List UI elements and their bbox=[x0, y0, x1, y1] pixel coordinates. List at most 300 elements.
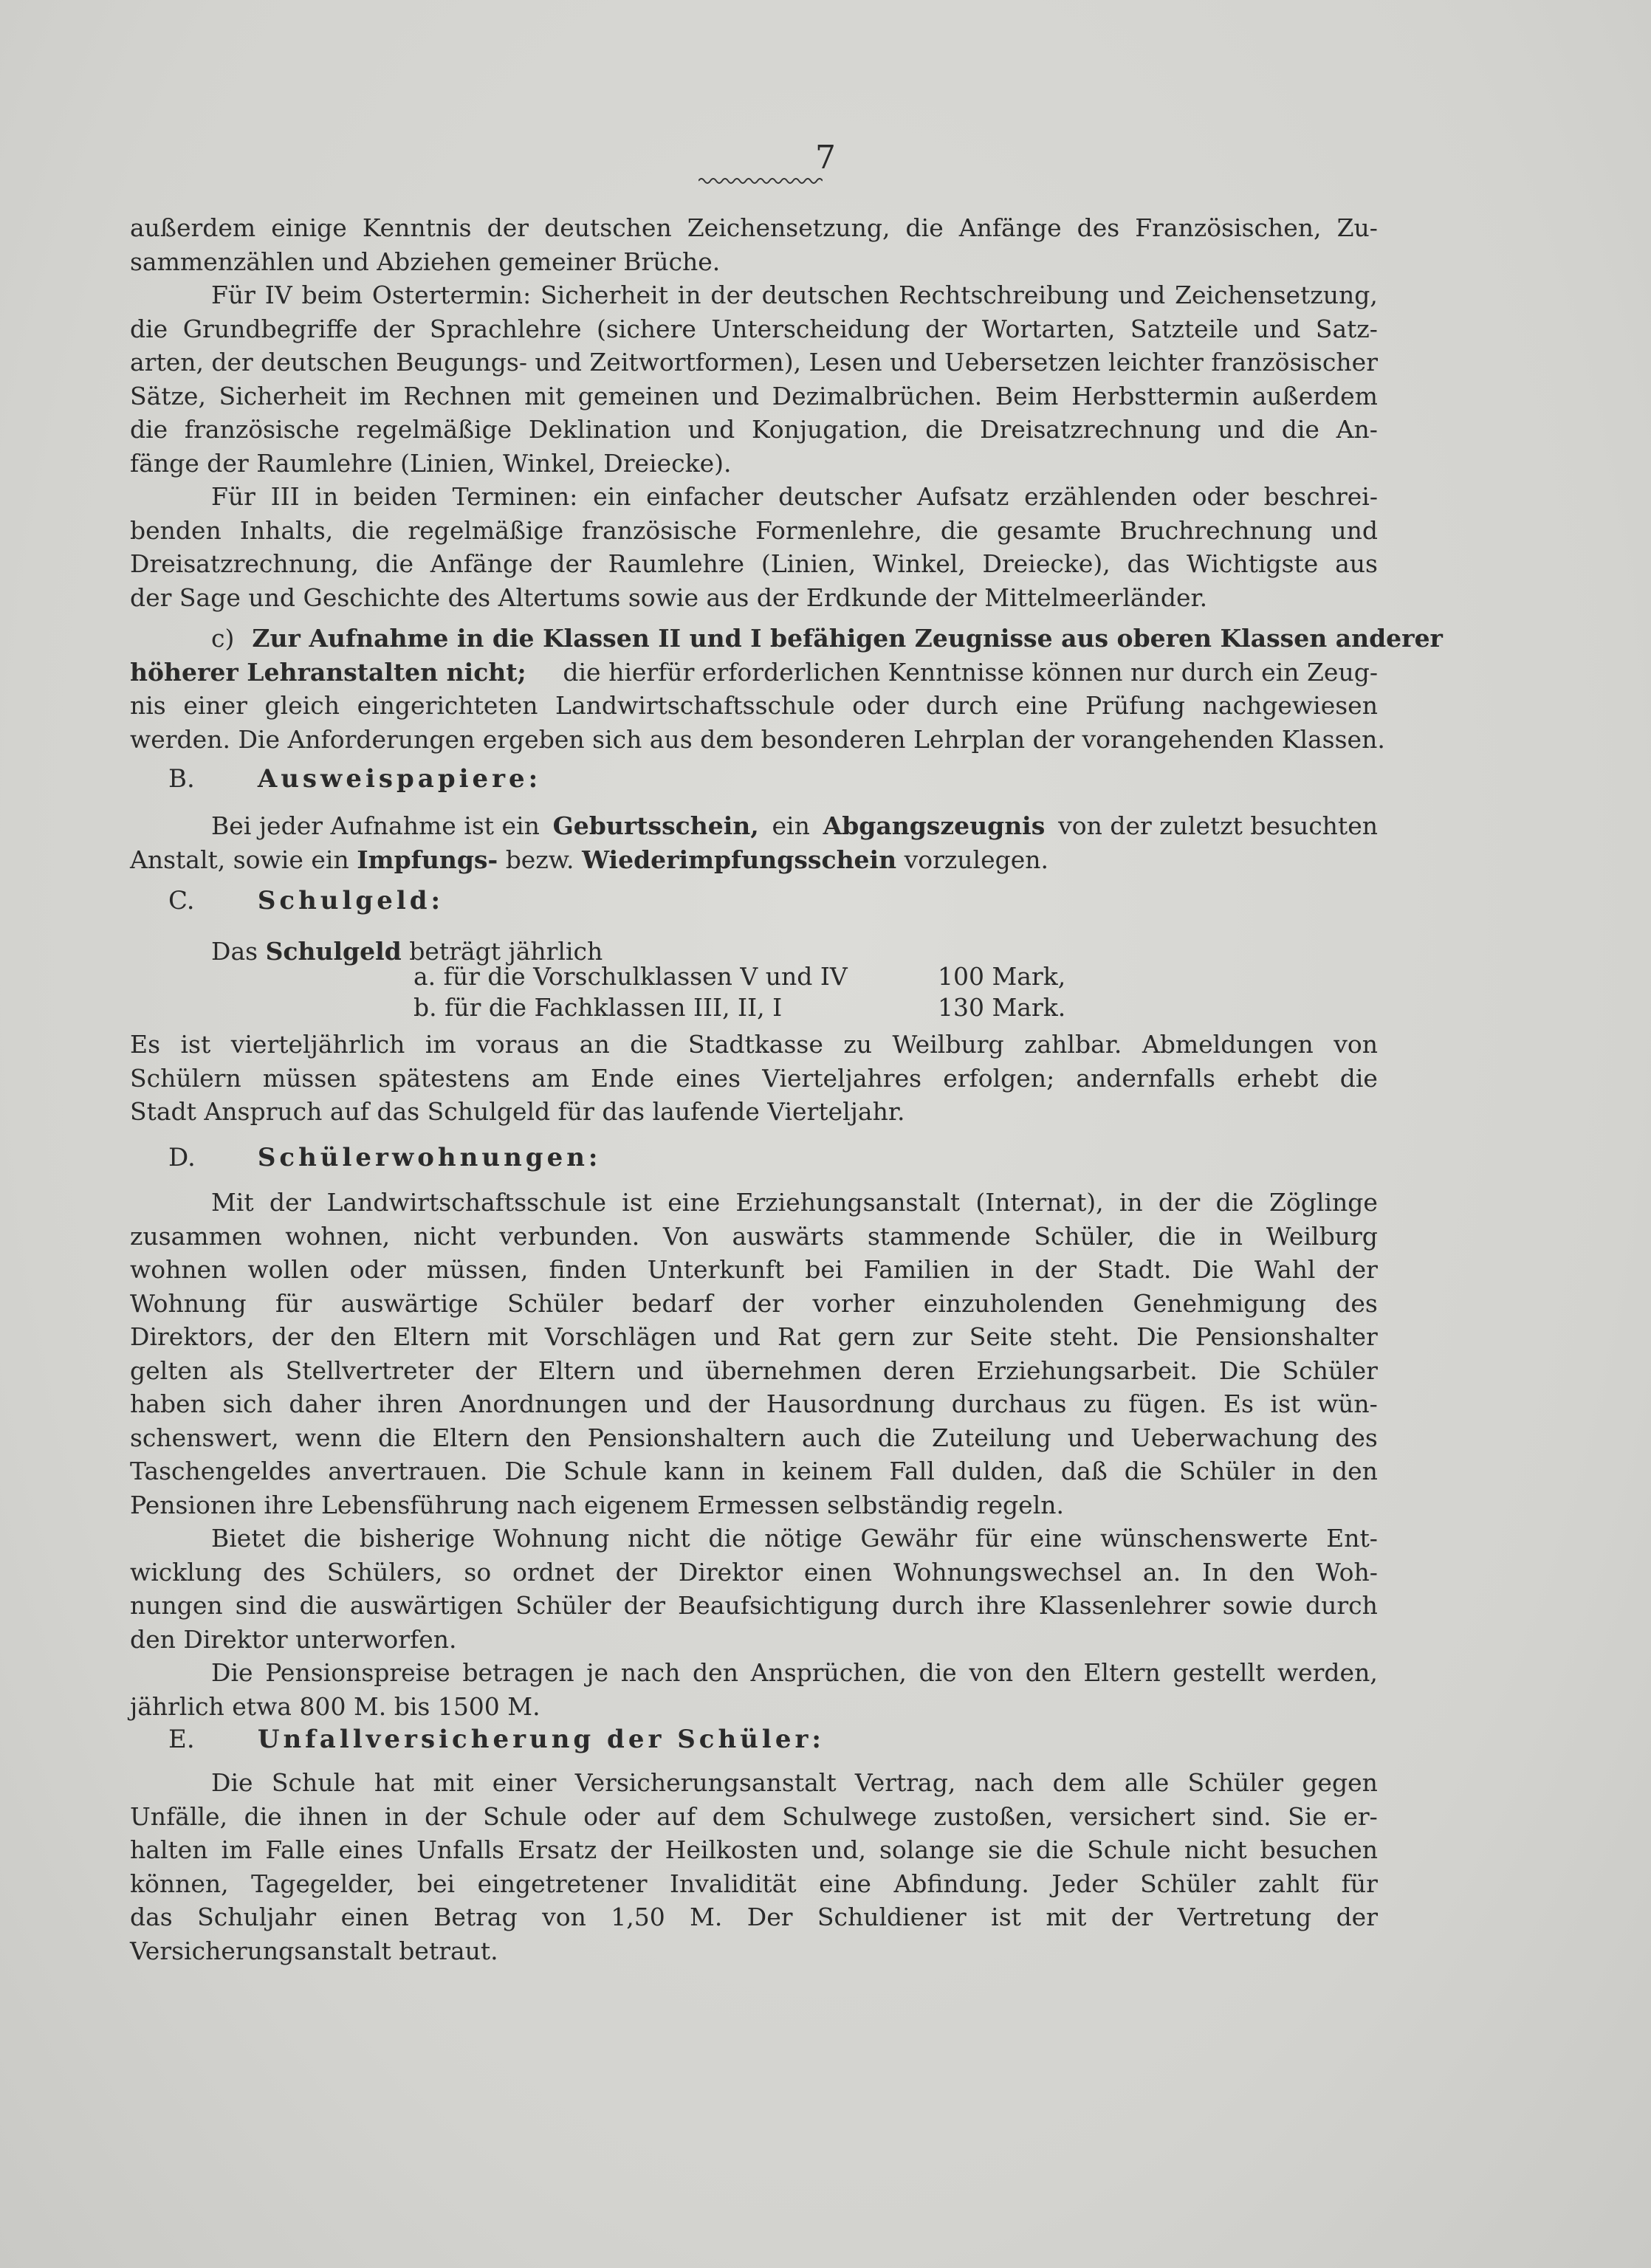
word: eine bbox=[1015, 691, 1068, 720]
word: einzuholenden bbox=[923, 1288, 1105, 1318]
word: Betrag bbox=[433, 1903, 518, 1931]
text-line bbox=[130, 1556, 1378, 1590]
word: wohnen, bbox=[285, 1221, 391, 1251]
word: arten, bbox=[130, 348, 204, 377]
word: Wohnungswechsel bbox=[893, 1557, 1122, 1587]
word: M. bbox=[690, 1903, 723, 1931]
word: in bbox=[384, 1801, 408, 1831]
word: aus bbox=[1335, 549, 1378, 578]
word: Direktors, bbox=[130, 1322, 255, 1351]
word: leichter bbox=[1108, 348, 1204, 377]
section-title: Schulgeld: bbox=[257, 886, 444, 915]
word: sie bbox=[987, 1835, 1023, 1864]
text-line bbox=[130, 1656, 1378, 1690]
word: halten bbox=[130, 1835, 208, 1864]
word: dem bbox=[1052, 1768, 1106, 1797]
word: Sätze, bbox=[130, 381, 206, 410]
text-line: Versicherungsanstalt betraut. bbox=[130, 1936, 498, 1965]
text-line bbox=[130, 1186, 1378, 1220]
word: der bbox=[615, 1557, 658, 1587]
word: außerdem bbox=[1252, 381, 1378, 410]
word: der bbox=[271, 1322, 314, 1351]
word: Landwirtschaftsschule bbox=[326, 1188, 607, 1217]
word: sind bbox=[235, 1591, 287, 1620]
word: Aufsatz bbox=[916, 482, 1009, 511]
word: Schulwege bbox=[782, 1801, 917, 1831]
word: von bbox=[1334, 1030, 1378, 1059]
bold-text: Geburtsschein, bbox=[552, 811, 759, 840]
word: gleich bbox=[264, 691, 340, 720]
word: Direktor bbox=[678, 1557, 783, 1587]
word: in bbox=[1291, 1457, 1316, 1485]
word: Deklination bbox=[528, 415, 671, 444]
word: Es bbox=[1223, 1389, 1254, 1418]
word: bei bbox=[416, 1869, 456, 1898]
text-line bbox=[130, 1800, 1378, 1834]
text-span: von der zuletzt besuchten bbox=[1058, 811, 1378, 840]
word: die bbox=[1215, 1188, 1254, 1217]
word: Erziehungsarbeit. bbox=[976, 1355, 1198, 1385]
fee-row-a bbox=[413, 962, 848, 991]
word: voraus bbox=[476, 1030, 560, 1059]
word: in bbox=[1219, 1221, 1243, 1251]
word: Schülers, bbox=[326, 1557, 443, 1587]
bold-text: höherer Lehranstalten nicht; bbox=[130, 657, 526, 687]
word: finden bbox=[549, 1255, 627, 1284]
word: der bbox=[707, 1389, 750, 1418]
word: und bbox=[712, 381, 760, 410]
word: andernfalls bbox=[1076, 1063, 1215, 1093]
word: Vertretung bbox=[1177, 1903, 1312, 1931]
word: wenn bbox=[295, 1423, 362, 1452]
word: in bbox=[990, 1255, 1015, 1284]
word: kann bbox=[664, 1457, 725, 1485]
word: einen bbox=[803, 1557, 873, 1587]
word: Raumlehre bbox=[608, 549, 745, 578]
word: Schüler bbox=[515, 1591, 611, 1620]
word: der bbox=[487, 213, 529, 242]
text-line bbox=[130, 312, 1378, 346]
paragraph-block-a bbox=[130, 211, 1378, 614]
word: der bbox=[710, 281, 752, 309]
text-line bbox=[130, 656, 1378, 690]
word: gegen bbox=[1302, 1768, 1378, 1797]
word: nötige bbox=[764, 1524, 842, 1553]
word: Schule bbox=[271, 1768, 356, 1797]
word: bedarf bbox=[631, 1288, 713, 1318]
word: daher bbox=[289, 1389, 361, 1418]
word: Falle bbox=[265, 1835, 326, 1864]
word: zahlt bbox=[1258, 1869, 1319, 1898]
word: Ersatz bbox=[518, 1835, 597, 1864]
text-line bbox=[130, 1320, 1378, 1354]
word: Vierteljahres bbox=[762, 1063, 922, 1093]
word: in bbox=[741, 1457, 766, 1485]
text-line: der Sage und Geschichte des Altertums sowie aus der Erdkunde der Mittelmeerländer. bbox=[130, 583, 1208, 612]
word: (Linien, bbox=[761, 549, 857, 578]
word: Landwirtschaftsschule bbox=[555, 691, 835, 720]
word: durch bbox=[926, 691, 998, 720]
word: Die bbox=[211, 1658, 253, 1687]
word: auswärts bbox=[732, 1221, 845, 1251]
bold-text: Impfungs- bbox=[357, 845, 498, 874]
bold-text: Abgangszeugnis bbox=[823, 811, 1046, 840]
word: müssen, bbox=[426, 1255, 529, 1284]
word: Sprachlehre bbox=[429, 314, 582, 343]
word: Seite bbox=[969, 1322, 1033, 1351]
word: der bbox=[741, 1288, 784, 1318]
word: mit bbox=[1046, 1903, 1087, 1931]
word: Anfänge bbox=[958, 213, 1062, 242]
text-line: fänge der Raumlehre (Linien, Winkel, Dreiecke). bbox=[130, 448, 732, 478]
word: gelten bbox=[130, 1355, 208, 1385]
word: einer bbox=[183, 691, 247, 720]
word: der bbox=[549, 549, 591, 578]
word: Gewähr bbox=[860, 1524, 958, 1553]
page-number: 7 bbox=[815, 139, 836, 176]
word: Vertrag, bbox=[854, 1768, 956, 1797]
word: durch bbox=[1305, 1591, 1378, 1620]
fee-label: a. für die Vorschulklassen V und IV bbox=[413, 962, 848, 991]
text-line bbox=[130, 809, 1378, 843]
word: auswärtige bbox=[340, 1288, 478, 1318]
text-span: Das bbox=[211, 937, 258, 966]
word: ein bbox=[593, 482, 631, 511]
word: das bbox=[130, 1903, 173, 1931]
section-heading-b bbox=[130, 764, 541, 794]
word: für bbox=[275, 1288, 312, 1318]
word: ihre bbox=[976, 1591, 1026, 1620]
word: den bbox=[330, 1322, 377, 1351]
word: Pensionshalter bbox=[1195, 1322, 1378, 1351]
word: Bruchrechnung bbox=[1119, 515, 1313, 545]
word: er- bbox=[1343, 1801, 1378, 1831]
word: des bbox=[1335, 1288, 1378, 1318]
word: Sicherheit bbox=[219, 381, 347, 410]
word: Familien bbox=[863, 1255, 970, 1284]
word: die bbox=[303, 1524, 342, 1553]
section-letter: B. bbox=[168, 764, 195, 794]
word: mit bbox=[524, 381, 566, 410]
word: Wahl bbox=[1254, 1255, 1316, 1284]
word: an bbox=[579, 1030, 610, 1059]
section-heading-d bbox=[130, 1143, 601, 1172]
word: Woh- bbox=[1315, 1557, 1378, 1587]
word: Invalidität bbox=[670, 1869, 797, 1898]
word: nicht bbox=[628, 1524, 690, 1553]
word: Weilburg bbox=[1266, 1221, 1378, 1251]
word: regelmäßige bbox=[408, 515, 564, 545]
word: die bbox=[244, 1801, 282, 1831]
word: an. bbox=[1142, 1557, 1181, 1587]
word: Ueberwachung bbox=[1130, 1423, 1319, 1452]
word: benden bbox=[130, 515, 222, 545]
word: die bbox=[877, 1423, 916, 1452]
text-span: vorzulegen. bbox=[904, 845, 1048, 874]
word: Schuljahr bbox=[197, 1903, 317, 1931]
word: Es bbox=[130, 1030, 161, 1059]
fee-row-b bbox=[413, 993, 782, 1022]
text-span: beträgt jährlich bbox=[409, 937, 603, 966]
word: nach bbox=[974, 1768, 1034, 1797]
word: gemeinen bbox=[577, 381, 699, 410]
word: für bbox=[975, 1524, 1012, 1553]
word: nachgewiesen bbox=[1202, 691, 1378, 720]
word: III bbox=[270, 482, 300, 511]
word: eines bbox=[338, 1835, 404, 1864]
word: den bbox=[693, 1658, 738, 1687]
word: Schülern bbox=[130, 1063, 241, 1093]
text-line: werden. Die Anforderungen ergeben sich aus dem besonderen Lehrplan der vorangehenden Klassen. bbox=[130, 724, 1385, 754]
word: Formenlehre, bbox=[755, 515, 922, 545]
word: Grundbegriffe bbox=[182, 314, 358, 343]
word: den bbox=[525, 1423, 572, 1452]
decorative-wave-rule bbox=[698, 176, 823, 186]
word: eingetretener bbox=[477, 1869, 648, 1898]
word: nis bbox=[130, 691, 166, 720]
text-line bbox=[130, 1220, 1378, 1254]
fee-amount-b: 130 Mark. bbox=[938, 993, 1066, 1022]
word: Lesen bbox=[809, 348, 882, 377]
word: versichert bbox=[1069, 1801, 1195, 1831]
word: und bbox=[713, 1322, 761, 1351]
text-line bbox=[130, 547, 1378, 581]
word: Prüfung bbox=[1085, 691, 1186, 720]
word: und bbox=[687, 415, 735, 444]
word: wün- bbox=[1317, 1389, 1378, 1418]
word: die bbox=[130, 314, 168, 343]
word: eingerichteten bbox=[357, 691, 538, 720]
section-title: Ausweispapiere: bbox=[257, 764, 542, 794]
word: Unterkunft bbox=[647, 1255, 785, 1284]
paragraph-section-d bbox=[130, 1186, 1378, 1723]
word: bisherige bbox=[359, 1524, 476, 1553]
word: erhebt bbox=[1237, 1063, 1319, 1093]
text-line bbox=[130, 1867, 1378, 1901]
word: gern bbox=[837, 1322, 896, 1351]
word: Unterscheidung bbox=[711, 314, 910, 343]
word: Satzteile bbox=[1130, 314, 1239, 343]
word: daß bbox=[1060, 1457, 1108, 1485]
word: Jeder bbox=[1051, 1869, 1118, 1898]
bold-text: Wiederimpfungsschein bbox=[582, 845, 897, 874]
word: Stellvertreter bbox=[285, 1355, 454, 1385]
word: einige bbox=[271, 213, 347, 242]
text-line bbox=[130, 1833, 1378, 1867]
word: Heilkosten bbox=[665, 1835, 798, 1864]
word: ist bbox=[1270, 1389, 1301, 1418]
word: die bbox=[130, 415, 168, 444]
text-line bbox=[130, 1287, 1378, 1321]
text-line: den Direktor unterworfen. bbox=[130, 1624, 457, 1654]
word: eine bbox=[1029, 1524, 1082, 1553]
word: ihren bbox=[377, 1389, 443, 1418]
word: Unfälle, bbox=[130, 1801, 228, 1831]
word: ist bbox=[180, 1030, 211, 1059]
word: Fall bbox=[889, 1457, 935, 1485]
word: in bbox=[677, 281, 701, 309]
word: dem bbox=[712, 1801, 766, 1831]
text-line bbox=[130, 1253, 1378, 1287]
word: erzählenden bbox=[1024, 482, 1177, 511]
word: und bbox=[1218, 415, 1266, 444]
word: fügen. bbox=[1128, 1389, 1207, 1418]
word: beschrei- bbox=[1263, 482, 1378, 511]
word: die bbox=[1035, 1835, 1074, 1864]
text-line bbox=[130, 1454, 1378, 1488]
word: ist bbox=[622, 1188, 653, 1217]
word: auch bbox=[801, 1423, 862, 1452]
word: Für bbox=[211, 281, 255, 309]
word: eine bbox=[819, 1869, 871, 1898]
word: der bbox=[1111, 1903, 1153, 1931]
word: An- bbox=[1336, 415, 1378, 444]
word: schenswert, bbox=[130, 1423, 279, 1452]
paragraph-section-e bbox=[130, 1766, 1378, 1968]
bold-text: Zur Aufnahme in die Klassen II und I befähigen Zeugnisse aus oberen Klassen anderer bbox=[252, 624, 1443, 653]
text-line bbox=[130, 1522, 1378, 1556]
word: die bbox=[905, 213, 944, 242]
word: Beim bbox=[995, 381, 1059, 410]
word: sowie bbox=[1222, 1591, 1293, 1620]
word: sich bbox=[222, 1389, 272, 1418]
text-line: Stadt Anspruch auf das Schulgeld für das laufende Vierteljahr. bbox=[130, 1097, 905, 1126]
word: die bbox=[375, 549, 413, 578]
word: eines bbox=[676, 1063, 741, 1093]
word: ihnen bbox=[298, 1801, 368, 1831]
section-heading-e bbox=[130, 1725, 825, 1754]
word: mit bbox=[433, 1768, 474, 1797]
word: Winkel, bbox=[873, 549, 966, 578]
word: eine bbox=[667, 1188, 721, 1217]
word: Abfindung. bbox=[893, 1869, 1029, 1898]
word: der bbox=[610, 1835, 652, 1864]
word: regelmäßige bbox=[356, 415, 512, 444]
word: deutscher bbox=[778, 482, 902, 511]
word: Dreiecke), bbox=[982, 549, 1111, 578]
word: der bbox=[623, 1591, 666, 1620]
word: Schüler, bbox=[1034, 1221, 1135, 1251]
word: Die bbox=[504, 1457, 546, 1485]
text-line: jährlich etwa 800 M. bis 1500 M. bbox=[130, 1691, 540, 1721]
word: des bbox=[263, 1557, 306, 1587]
word: Die bbox=[1136, 1322, 1178, 1351]
word: Rechtschreibung bbox=[899, 281, 1109, 309]
word: (sichere bbox=[596, 314, 696, 343]
word: Ende bbox=[591, 1063, 655, 1093]
paragraph-section-b bbox=[130, 809, 1378, 876]
word: je bbox=[586, 1658, 609, 1687]
word: Wortarten, bbox=[981, 314, 1116, 343]
word: Versicherungsanstalt bbox=[574, 1768, 837, 1797]
word: der bbox=[475, 1355, 517, 1385]
section-letter: D. bbox=[168, 1143, 196, 1172]
word: die bbox=[1281, 415, 1319, 444]
word: des bbox=[1077, 213, 1120, 242]
word: Zöglinge bbox=[1269, 1188, 1378, 1217]
text-line bbox=[130, 346, 1378, 379]
word: wollen bbox=[247, 1255, 329, 1284]
word: Schule bbox=[563, 1457, 648, 1485]
word: und bbox=[1067, 1423, 1115, 1452]
word: Eltern bbox=[432, 1423, 509, 1452]
word: Unfalls bbox=[416, 1835, 505, 1864]
word: müssen bbox=[262, 1063, 357, 1093]
word: Rat bbox=[777, 1322, 821, 1351]
word: Erziehungsanstalt bbox=[735, 1188, 961, 1217]
word: Konjugation, bbox=[751, 415, 909, 444]
word: einer bbox=[492, 1768, 557, 1797]
text-line bbox=[130, 1028, 1378, 1062]
paragraph-section-c bbox=[130, 1028, 1378, 1129]
word: die bbox=[630, 1030, 668, 1059]
word: und bbox=[644, 1389, 692, 1418]
word: deutschen bbox=[261, 348, 388, 377]
word: die bbox=[351, 515, 390, 545]
word: werden, bbox=[1277, 1658, 1378, 1687]
word: können, bbox=[130, 1869, 229, 1898]
word: Beugungs- bbox=[396, 348, 527, 377]
word: durch bbox=[891, 1591, 964, 1620]
word: Mit bbox=[211, 1188, 254, 1217]
word: keinem bbox=[782, 1457, 873, 1485]
word: und bbox=[1331, 515, 1378, 545]
word: im bbox=[425, 1030, 456, 1059]
word: zur bbox=[912, 1322, 952, 1351]
word: der bbox=[1336, 1255, 1378, 1284]
word: nicht bbox=[1184, 1835, 1247, 1864]
word: nungen bbox=[130, 1591, 223, 1620]
word: Von bbox=[662, 1221, 709, 1251]
word: Zu- bbox=[1336, 213, 1378, 242]
word: Satz- bbox=[1315, 314, 1378, 343]
word: die bbox=[919, 1658, 957, 1687]
word: der bbox=[1034, 1255, 1077, 1284]
word: der bbox=[1158, 1188, 1201, 1217]
word: anvertrauen. bbox=[328, 1457, 488, 1485]
word: Wichtigste bbox=[1187, 549, 1319, 578]
word: vorher bbox=[812, 1288, 895, 1318]
word: auf bbox=[656, 1801, 696, 1831]
text-line bbox=[130, 689, 1378, 723]
text-line bbox=[130, 514, 1378, 548]
word: außerdem bbox=[130, 213, 256, 242]
word: für bbox=[1341, 1869, 1378, 1898]
bold-text: Schulgeld bbox=[265, 937, 402, 966]
word: französischer bbox=[1211, 348, 1378, 377]
word: dulden, bbox=[951, 1457, 1045, 1485]
word: ordnet bbox=[512, 1557, 594, 1587]
text-span: ein bbox=[772, 811, 810, 840]
word: Sie bbox=[1288, 1801, 1327, 1831]
word: spätestens bbox=[378, 1063, 510, 1093]
word: Genehmigung bbox=[1133, 1288, 1306, 1318]
word: mit bbox=[487, 1322, 528, 1351]
word: die bbox=[940, 515, 979, 545]
word: Dreisatzrechnung, bbox=[130, 549, 359, 578]
word: wünschenswerte bbox=[1100, 1524, 1308, 1553]
word: der bbox=[373, 314, 415, 343]
word: oder bbox=[852, 691, 909, 720]
word: und bbox=[535, 348, 582, 377]
word: gestellt bbox=[1173, 1658, 1266, 1687]
text-line bbox=[130, 1354, 1378, 1388]
word: in bbox=[1119, 1188, 1143, 1217]
text-line: sammenzählen und Abziehen gemeiner Brüche. bbox=[130, 247, 721, 276]
word: französische bbox=[582, 515, 737, 545]
text-line bbox=[130, 1766, 1378, 1800]
word: Eltern bbox=[1083, 1658, 1161, 1687]
